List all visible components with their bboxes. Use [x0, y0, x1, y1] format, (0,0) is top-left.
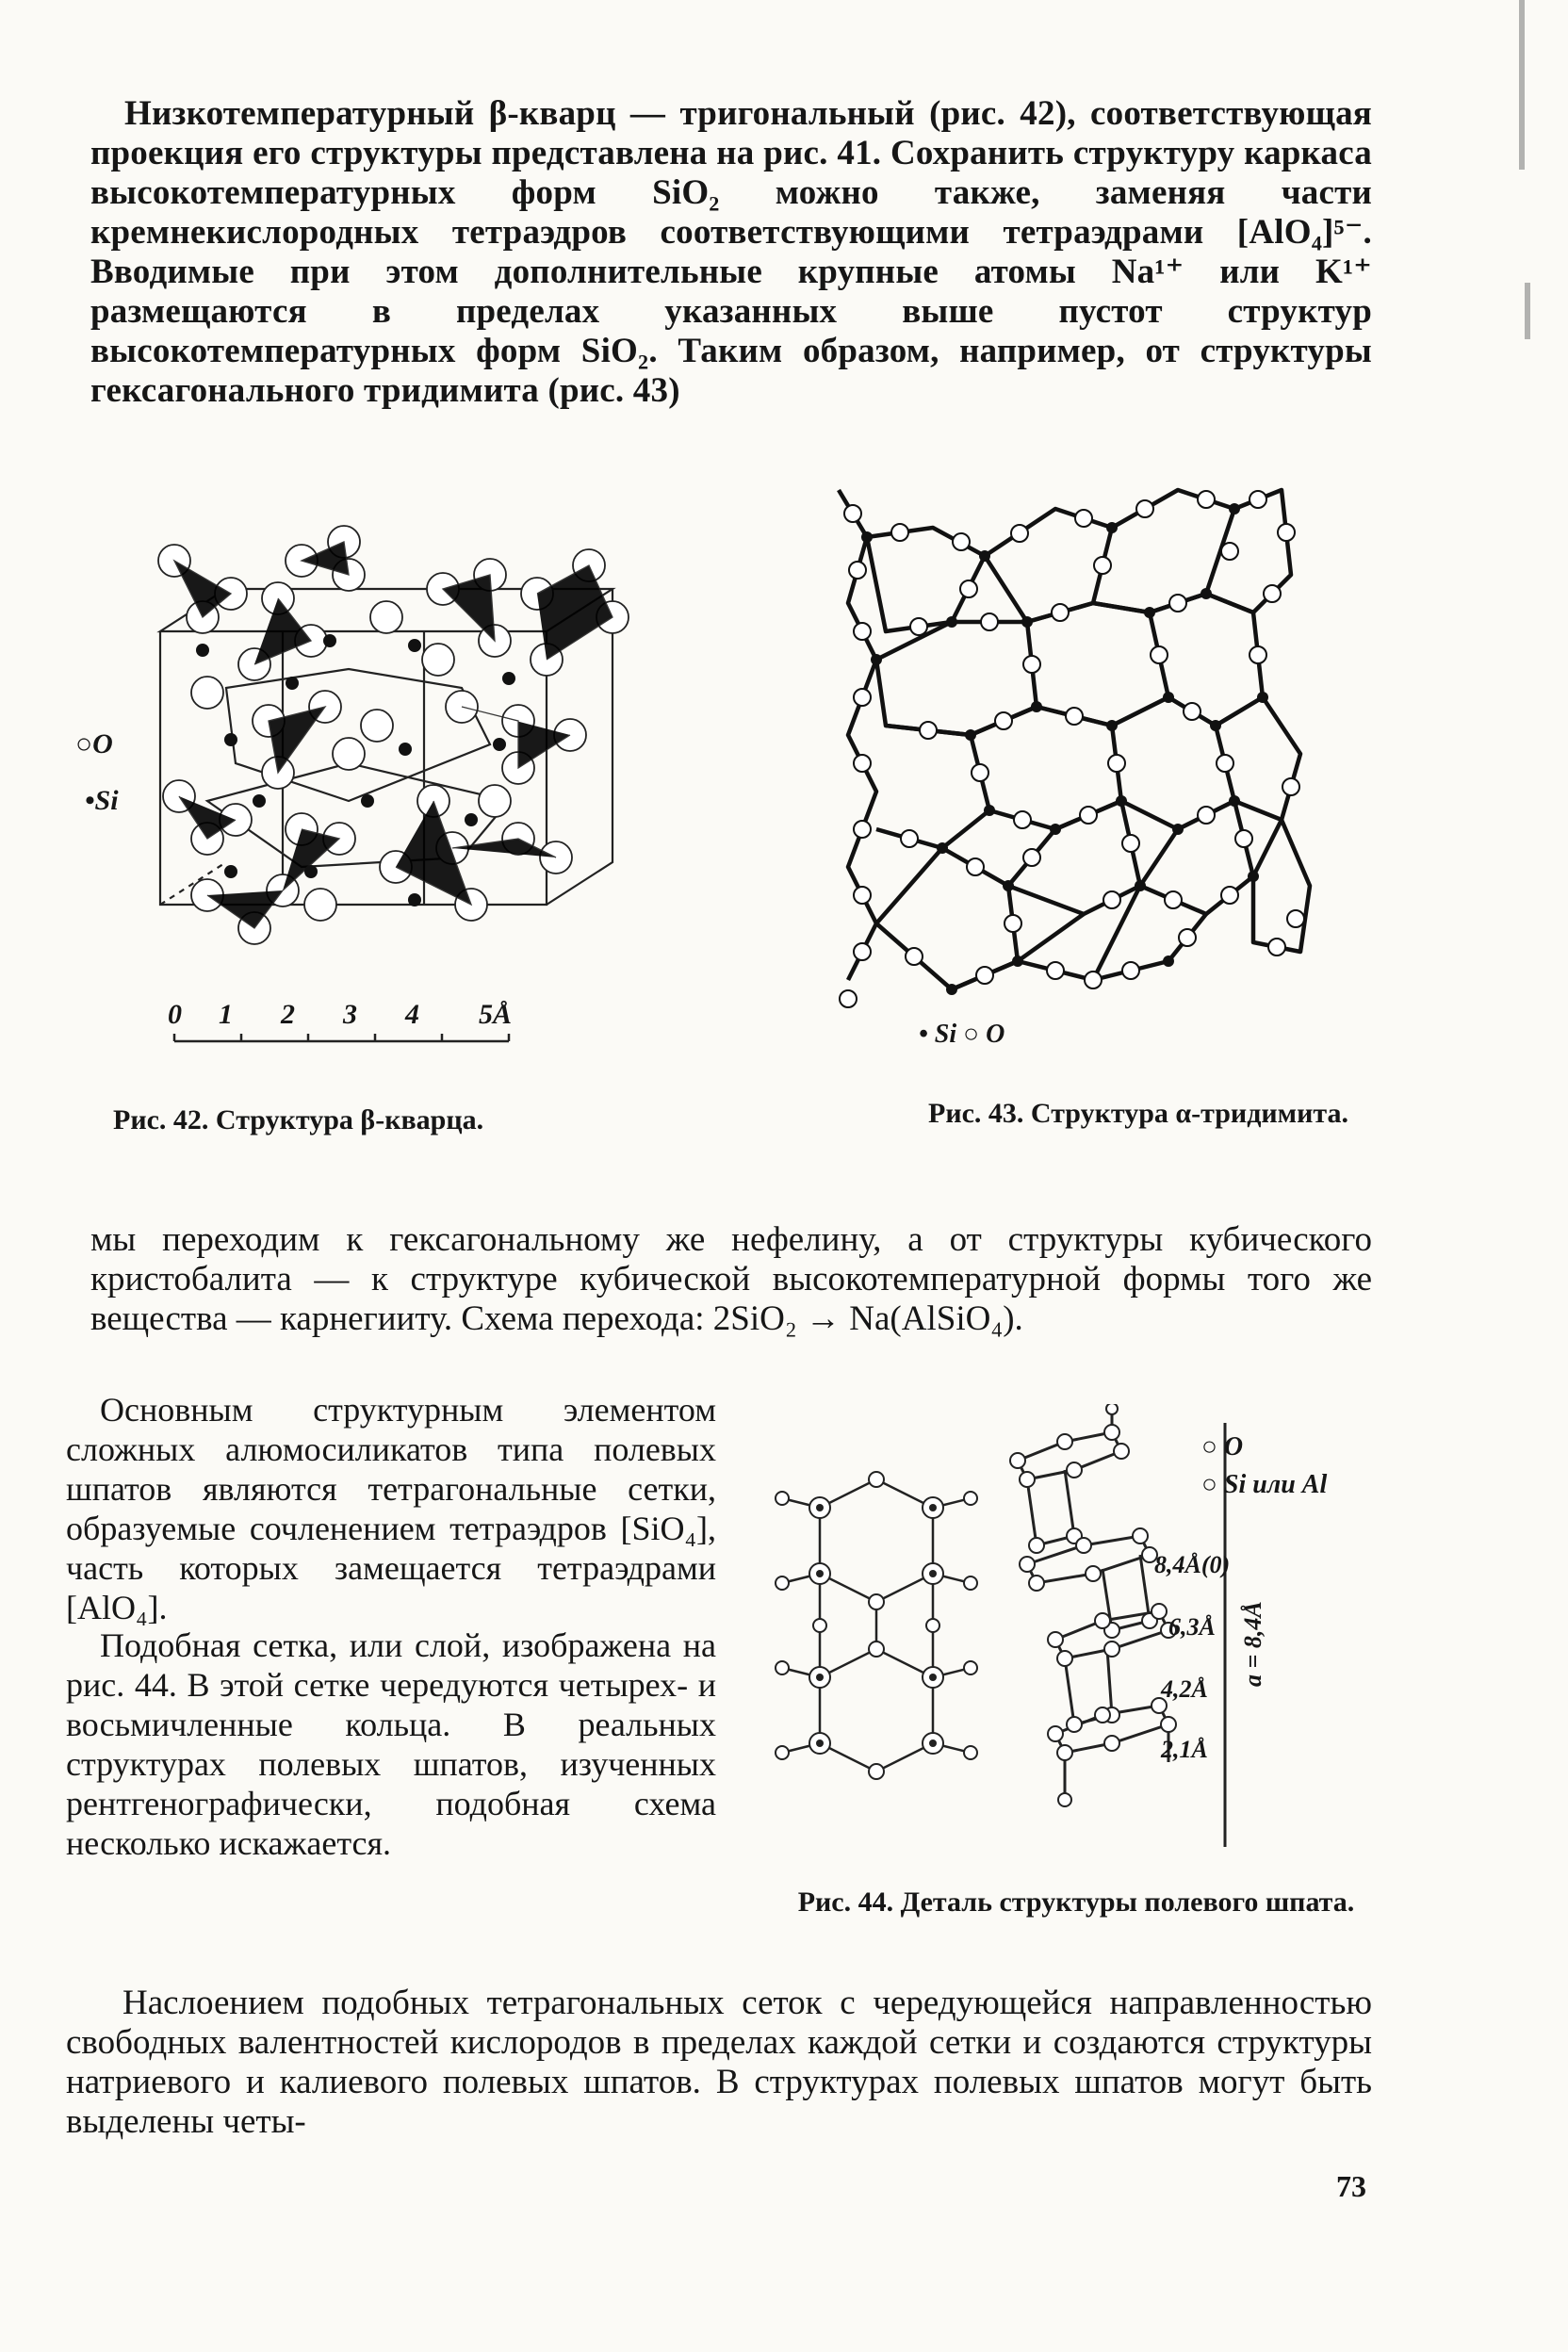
- oxygen-circle-icon: ○: [75, 728, 93, 760]
- scan-edge-mark: [1525, 283, 1530, 339]
- fig42-legend-oxygen: ○O: [75, 728, 113, 760]
- fig44-level-3: 2,1Å: [1161, 1736, 1208, 1763]
- page-number: 73: [1336, 2169, 1366, 2203]
- figure-43-tridymite-structure: [810, 471, 1338, 1027]
- fig44-level-1: 6,3Å: [1168, 1613, 1216, 1641]
- silicon-dot-icon: •: [85, 785, 95, 816]
- quartz-structure-drawing: [66, 518, 726, 1055]
- fig44-level-2: 4,2Å: [1161, 1675, 1208, 1703]
- figure-44-feldspar-detail: [744, 1404, 1234, 1856]
- paragraph-3: Основным структурным элементом сложных алюмосиликатов типа полевых шпатов являются тетрагональные сетки, образуемые сочленением тетраэдров [SiO₄], часть которых замещается тетраэдрами [AlO₄].: [66, 1391, 716, 1626]
- feldspar-structure-drawing: [744, 1404, 1234, 1856]
- figure-42-caption: Рис. 42. Структура β-кварца.: [113, 1104, 484, 1135]
- paragraph-2: мы переходим к гексагональному же нефелину, а от структуры кубического кристобалита — к структуре кубической высокотемпературной формы того же вещества — карнегииту. Схема перехода: 2SiO₂ → Na(AlSiO₄).: [90, 1220, 1372, 1338]
- paragraph-1: Низкотемпературный β-кварц — тригональный (рис. 42), соответствующая проекция его структуры представлена на рис. 41. Сохранить структуру каркаса высокотемпературных форм SiO₂ можно также, заменяя части кремнекислородных тетраэдров соответствующими тетраэдрами [AlO₄]⁵⁻. Вводимые при этом дополнительные крупные атомы Na¹⁺ или K¹⁺ размещаются в пределах указанных выше пустот структур высокотемпературных форм SiO₂. Таким образом, например, от структуры гексагонального тридимита (рис. 43): [90, 94, 1372, 410]
- fig44-axis-label: a = 8,4Å: [1239, 1601, 1266, 1687]
- scan-edge-mark: [1519, 0, 1525, 170]
- fig42-legend-silicon: •Si: [85, 785, 119, 816]
- fig43-legend: • Si ○ O: [919, 1020, 1005, 1049]
- paragraph-4: Подобная сетка, или слой, изображена на рис. 44. В этой сетке чередуются четырех- и восьмичленные кольца. В реальных структурах полевых шпатов, изученных рентгенографически, подобная схема несколько искажается.: [66, 1626, 716, 1862]
- fig44-legend-si-al: ○ Si или Al: [1201, 1470, 1328, 1499]
- paragraph-5: Наслоением подобных тетрагональных сеток с чередующейся направленностью свободных валентностей кислородов в пределах каждой сетки и создаются структуры натриевого и калиевого полевых шпатов. В структурах полевых шпатов могут быть выделены четы-: [66, 1984, 1372, 2141]
- fig44-level-0: 8,4Å(0): [1154, 1551, 1231, 1578]
- figure-44-caption: Рис. 44. Деталь структуры полевого шпата.: [797, 1886, 1355, 1918]
- tridymite-structure-drawing: [810, 471, 1338, 1027]
- fig44-legend-oxygen: ○ O: [1201, 1432, 1244, 1462]
- book-page: Низкотемпературный β-кварц — тригональный (рис. 42), соответствующая проекция его структуры представлена на рис. 41. Сохранить структуру каркаса высокотемпературных форм SiO₂ можно также, заменяя части кремнекислородных тетраэдров соответствующими тетраэдрами [AlO₄]⁵⁻. Вводимые при этом дополнительные крупные атомы Na¹⁺ или K¹⁺ размещаются в пределах указанных выше пустот структур высокотемпературных форм SiO₂. Таким образом, например, от структуры гексагонального тридимита (рис. 43) ○O •Si 0 1 2 3 4 5Å Рис. 42. Структура β-кварца. • Si ○ O Рис. 43. Структура α-тридимита. мы переходим к гексагональному же нефелину, а от структуры кубического кристобалита — к структуре кубической высокотемпературной формы того же вещества — карнегииту. Схема перехода: 2SiO₂ → Na(AlSiO₄). Основным структурным элементом сложных алюмосиликатов типа полевых шпатов являются тетрагональные сетки, образуемые сочленением тетраэдров [SiO₄], часть которых замещается тетраэдрами [AlO₄]. Подобная сетка, или слой, изображена на рис. 44. В этой сетке чередуются четырех- и восьмичленные кольца. В реальных структурах полевых шпатов, изученных рентгенографически, подобная схема несколько искажается. ○ O ○ Si или Al 8,4Å(0) 6,3Å 4,2Å 2,1Å a = 8,4Å Рис. 44. Деталь структуры полевого шпата. Наслоением подобных тетрагональных сеток с чередующейся направленностью свободных валентностей кислородов в пределах каждой сетки и создаются структуры натриевого и калиевого полевых шпатов. В структурах полевых шпатов могут быть выделены четы- 73: [0, 0, 1568, 2352]
- figure-42-quartz-structure: [66, 518, 726, 1055]
- figure-43-caption: Рис. 43. Структура α-тридимита.: [928, 1098, 1348, 1129]
